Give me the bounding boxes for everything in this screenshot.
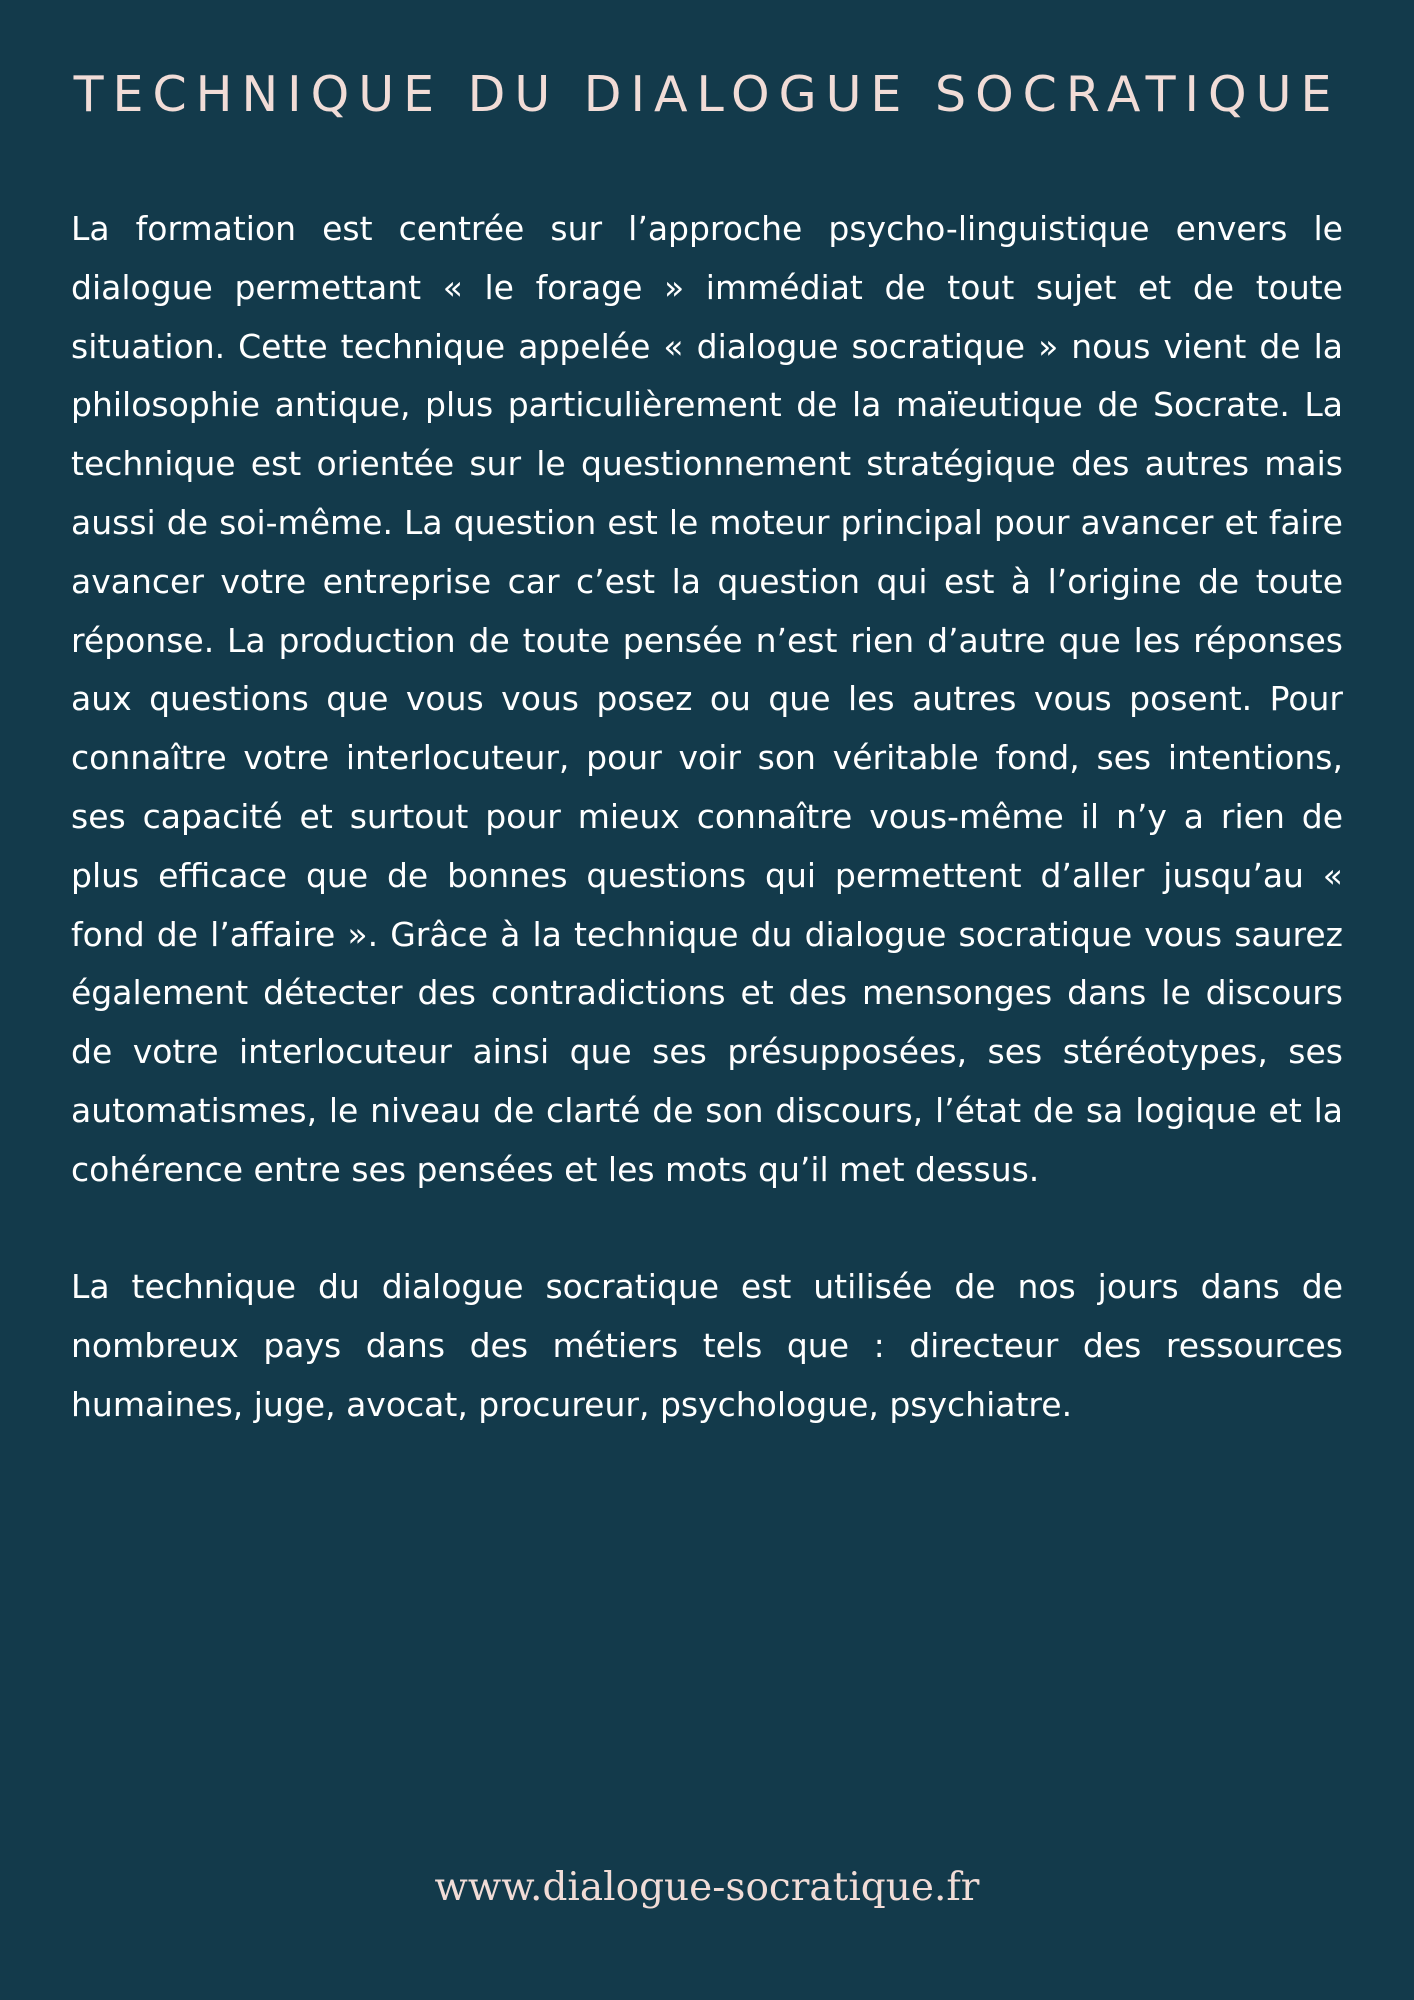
paragraph-intro: La formation est centrée sur l’approche psycho-linguistique envers le dialogue permettant « le forage » immédiat de tout sujet et de toute situation. Cette technique appelée « dialogue socratique » nous vient de la philosophie antique, plus particulièrement de la maïeutique de Socrate. La technique est orientée sur le questionnement stratégique des autres mais aussi de soi-même. La question est le moteur principal pour avancer et faire avancer votre entreprise car c’est la question qui est à l’origine de toute réponse. La production de toute pensée n’est rien d’autre que les réponses aux questions que vous vous posez ou que les autres vous posent. Pour connaître votre interlocuteur, pour voir son véritable fond, ses intentions, ses capacité et surtout pour mieux connaître vous-même il n’y a rien de plus efficace que de bonnes questions qui permettent d’aller jusqu’au « fond de l’affaire ». Grâce à la technique du dialogue socratique vous saurez également détecter des contradictions et des mensonges dans le discours de votre interlocuteur ainsi que ses présupposées, ses stéréotypes, ses automatismes, le niveau de clarté de son discours, l’état de sa logique et la cohérence entre ses pensées et les mots qu’il met dessus. bbox=[71, 209, 1343, 1189]
page-title: TECHNIQUE DU DIALOGUE SOCRATIQUE bbox=[73, 66, 1341, 123]
body-text bbox=[71, 200, 1343, 1435]
footer-website-url: www.dialogue-socratique.fr bbox=[434, 1865, 980, 1910]
paragraph-usage: La technique du dialogue socratique est utilisée de nos jours dans de nombreux pays dans des métiers tels que : directeur des ressources humaines, juge, avocat, procureur, psychologue, psychiatre. bbox=[71, 1267, 1343, 1424]
